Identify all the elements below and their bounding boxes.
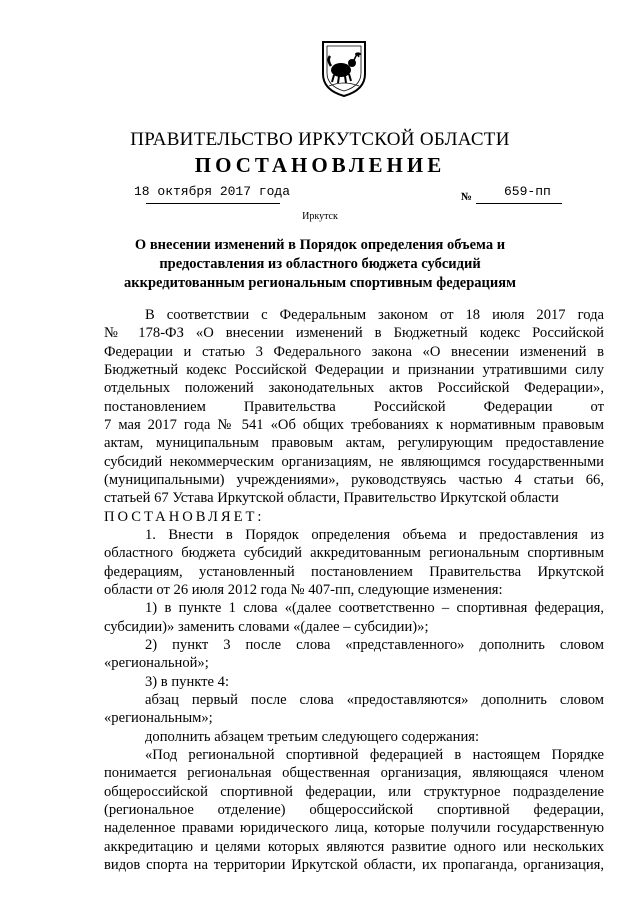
body-line: Бюджетный кодекс Российской Федерации и признании утратившими силу [104,362,604,378]
body-line: областного бюджета субсидий аккредитованным региональным спортивным [104,545,604,561]
body-line: наделенное правами юридического лица, которые получили государственную [104,820,604,836]
city: Иркутск [302,211,338,222]
number-underline [476,203,562,204]
body-line: области от 26 июля 2012 года № 407-пп, следующие изменения: [104,582,503,598]
body-line: абзац первый после слова «предоставляются» дополнить словом [145,692,604,708]
body-line-resolves: ПОСТАНОВЛЯЕТ: [104,509,265,525]
body-line: понимается региональная общественная организация, являющаяся членом [104,765,604,781]
body-line: федерациям, установленный постановлением Правительства Иркутской [104,564,604,580]
body-line: дополнить абзацем третьим следующего содержания: [145,729,480,745]
document-title: О внесении изменений в Порядок определения объема и предоставления из областного бюджета субсидий аккредитованным региональным спортивным федерациям [124,237,516,291]
body-line: 2) пункт 3 после слова «представленного» дополнить словом [145,637,604,653]
body-line: статьей 67 Устава Иркутской области, Правительство Иркутской области [104,490,559,506]
document-number: 659-пп [504,184,551,199]
body-line: (региональное отделение) общероссийской спортивной федерации, [104,802,604,818]
date-underline [146,203,280,204]
body-line: Федерации и статью 3 Федерального закона «О внесении изменений в [104,344,604,360]
body-line: (муниципальными) учреждениями», руководствуясь частью 4 статьи 66, [104,472,604,488]
body-line: 1) в пункте 1 слова «(далее соответственно – спортивная федерация, [145,600,604,616]
number-label: № [461,191,473,203]
body-line: 1. Внести в Порядок определения объема и предоставления из [145,527,604,543]
body-line: видов спорта на территории Иркутской области, их пропаганда, организация, [104,857,604,873]
body-line: отдельных положений законодательных актов Российской Федерации», [104,380,604,396]
body-line: аккредитацию и целями которых являются развитие одного или нескольких [104,839,604,855]
document-type: ПОСТАНОВЛЕНИЕ [194,153,446,177]
irkutsk-coat-of-arms-emblem [321,40,367,98]
body-line: 3) в пункте 4: [145,674,230,690]
body-line: актам, муниципальным правовым актам, регулирующим предоставление [104,435,604,451]
body-line: постановлением Правительства Российской Федерации от [104,399,604,415]
body-line: «региональным»; [104,710,213,726]
body-line: «региональной»; [104,655,209,671]
body-line: субсидий некоммерческим организациям, не являющимся государственными [104,454,604,470]
body-line: общероссийской спортивной федерации, или структурное подразделение [104,784,604,800]
body-line: В соответствии с Федеральным законом от 18 июля 2017 года [145,307,604,323]
body-line: 7 мая 2017 года № 541 «Об общих требованиях к нормативным правовым [104,417,604,433]
government-name: ПРАВИТЕЛЬСТВО ИРКУТСКОЙ ОБЛАСТИ [130,129,510,150]
body-line: «Под региональной спортивной федерацией в настоящем Порядке [145,747,604,763]
document-date: 18 октября 2017 года [134,184,291,199]
body-line: № 178-ФЗ «О внесении изменений в Бюджетный кодекс Российской [104,325,604,341]
body-line: субсидии)» заменить словами «(далее – субсидии)»; [104,619,429,635]
